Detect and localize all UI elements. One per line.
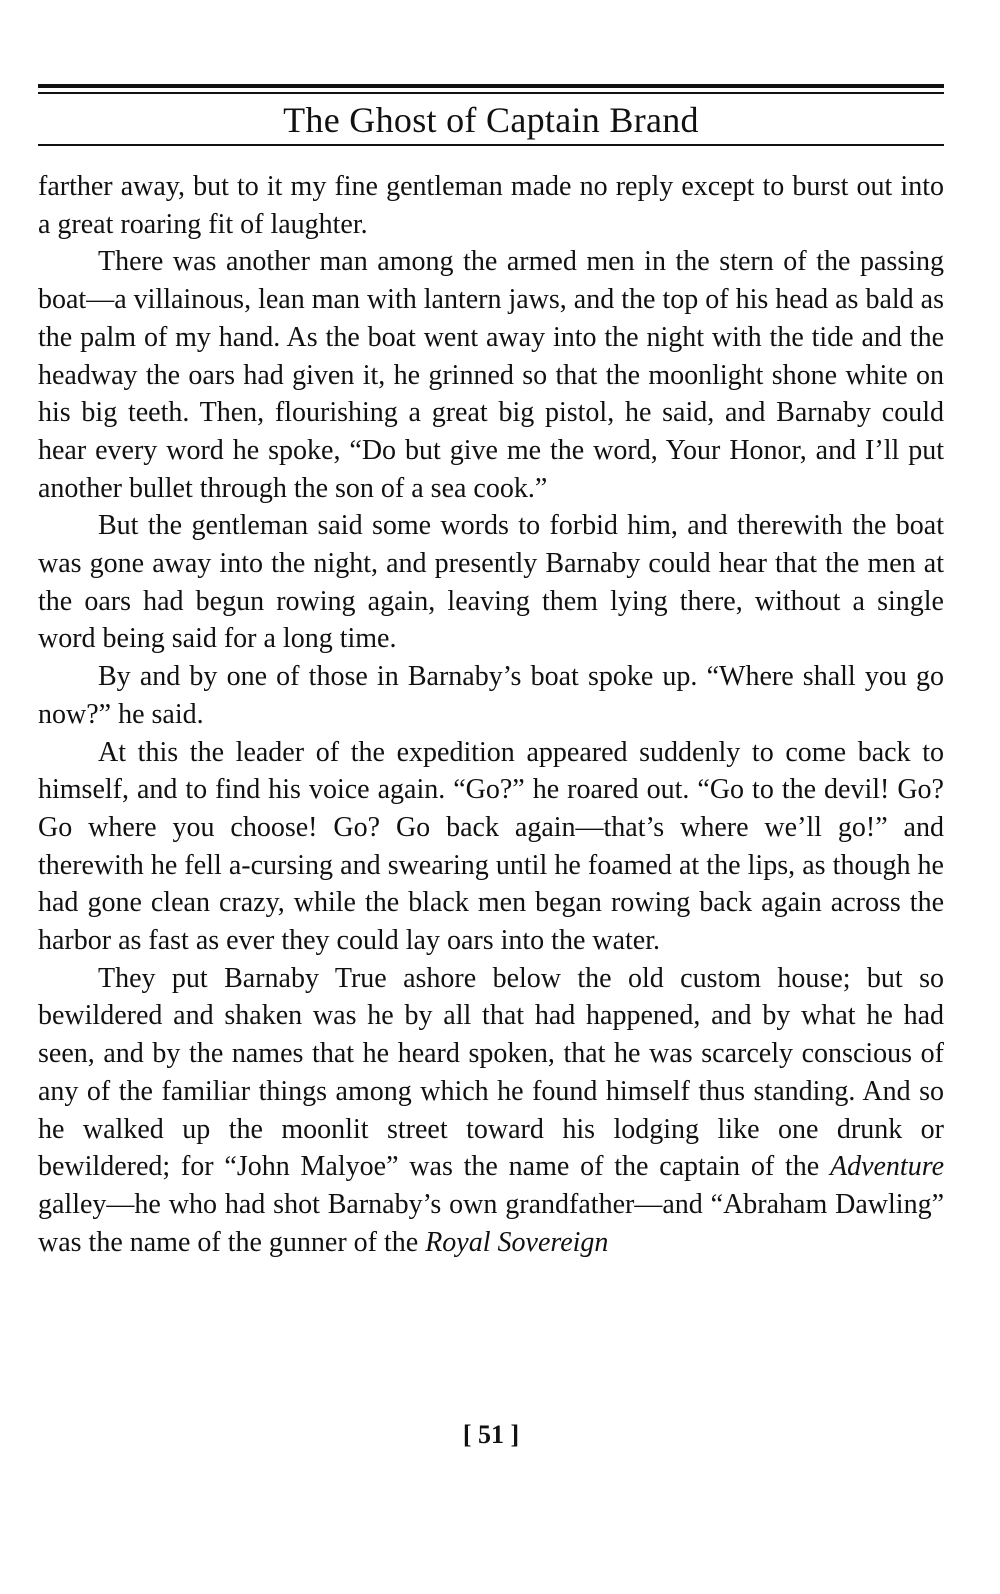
paragraph-text: They put Barnaby True ashore below the old custom house; but so bewildered and shaken was he by all that had happened, and by what he had seen, and by the names that he heard spoken, that he was scarcely conscious of any of the familiar things among which he found himself thus standing. And so he walked up the moonlit street toward his lodging like one drunk or bewildered; for “John Malyoe” was the name of the captain of the	[38, 962, 944, 1183]
paragraph: farther away, but to it my fine gentleman made no reply except to burst out into a great roaring fit of laughter.	[38, 171, 944, 240]
running-title: The Ghost of Captain Brand	[283, 100, 699, 140]
header-rule-bottom	[38, 144, 944, 146]
paragraph: There was another man among the armed men in the stern of the passing boat—a villainous, lean man with lantern jaws, and the top of his head as bald as the palm of my hand. As the boat went away into the night with the tide and the headway the oars had given it, he grinned so that the moonlight shone white on his big teeth. Then, flourishing a great big pistol, he said, and Barnaby could hear every word he spoke, “Do but give me the word, Your Honor, and I’ll put another bullet through the son of a sea cook.”	[38, 246, 944, 504]
header-rule-thin	[38, 92, 944, 94]
paragraph-text: galley—he who had shot Barnaby’s own grandfather—and “Abraham Dawling” was the name of the gunner of the	[38, 1188, 944, 1258]
ship-name-italic: Royal Sovereign	[425, 1226, 609, 1258]
page-number: [ 51 ]	[462, 1420, 520, 1449]
paragraph: But the gentleman said some words to forbid him, and therewith the boat was gone away into the night, and presently Barnaby could hear that the men at the oars had begun rowing again, leaving them lying there, without a single word being said for a long time.	[38, 510, 944, 655]
paragraph-last	[38, 960, 944, 1262]
ship-name-italic: Adventure	[829, 1151, 944, 1183]
body-text	[38, 168, 944, 1261]
header-rule-thick	[38, 84, 944, 88]
book-page	[38, 0, 944, 1594]
paragraph: At this the leader of the expedition appeared suddenly to come back to himself, and to find his voice again. “Go?” he roared out. “Go to the devil! Go? Go where you choose! Go? Go back again—that’s where we’ll go!” and therewith he fell a-cursing and swearing until he foamed at the lips, as though he had gone clean crazy, while the black men began rowing back again across the harbor as fast as ever they could lay oars into the water.	[38, 736, 944, 957]
paragraph: By and by one of those in Barnaby’s boat spoke up. “Where shall you go now?” he said.	[38, 661, 944, 730]
